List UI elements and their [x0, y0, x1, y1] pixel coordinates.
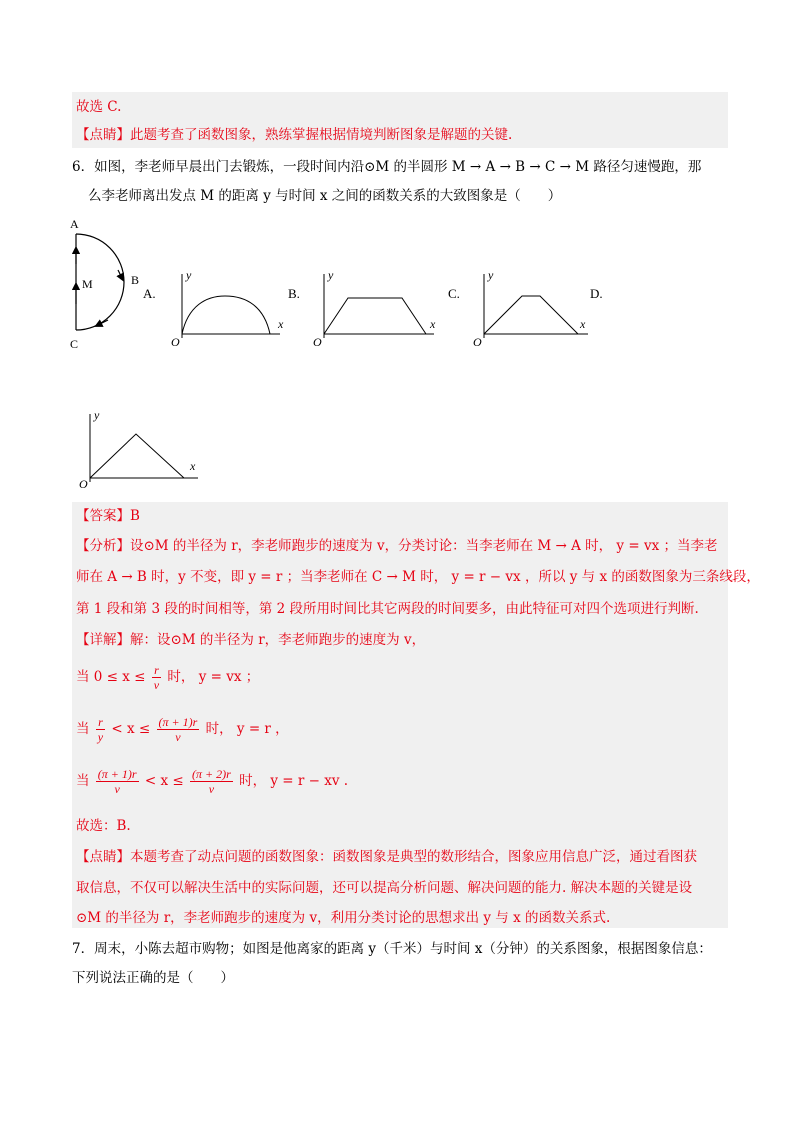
case-2-fraction-1: [96, 715, 105, 744]
detail-text-1: 解：设⊙M 的半径为 r，李老师跑步的速度为 v，: [130, 632, 426, 648]
option-d-graph: [76, 408, 206, 490]
axis-x: x: [430, 317, 436, 331]
case-2-f2-num: (π + 1)r: [158, 715, 198, 729]
axis-y: y: [328, 268, 334, 282]
case-1-post: 时， y = vx ；: [167, 669, 260, 685]
analysis-line-1: [76, 537, 717, 555]
label-M: M: [82, 277, 93, 291]
comment-text: 此题考查了函数图象，熟练掌握根据情境判断图象是解题的关键.: [130, 127, 513, 143]
solution-comment-line-2: 取信息，不仅可以解决生活中的实际问题，还可以提高分析问题、解决问题的能力. 解决本题的关键是设: [76, 880, 693, 896]
option-a-graph: [168, 268, 288, 348]
option-a-label: A.: [143, 286, 156, 301]
case-3-pre: 当: [76, 773, 90, 789]
option-b-label: B.: [288, 286, 300, 301]
solution-comment-line-1: [76, 848, 697, 866]
q6-number: 6．: [72, 159, 95, 175]
option-c-label: C.: [448, 286, 460, 301]
case-3-f1-num: (π + 1)r: [97, 767, 137, 781]
case-1-pre: 当 0 ≤ x ≤: [76, 669, 146, 685]
axis-x: x: [190, 459, 196, 473]
analysis-line-3: 第 1 段和第 3 段的时间相等，第 2 段所用时间比其它两段的时间要多，由此特征可对四个选项进行判断.: [76, 601, 699, 617]
origin: O: [79, 477, 88, 490]
case-2-f1-den: y: [97, 730, 104, 744]
q7-line2: 下列说法正确的是（ ）: [72, 970, 234, 986]
option-d-label: D.: [590, 286, 603, 301]
case-3-fraction-1: [96, 767, 139, 796]
answer-value: B: [130, 508, 140, 524]
case-1-num: r: [152, 663, 161, 678]
axis-y: y: [94, 408, 100, 422]
case-1-fraction: [152, 663, 161, 692]
case-2-f1-num: r: [96, 715, 105, 730]
semicircle-path-figure: [68, 214, 148, 354]
case-1-line: [76, 662, 259, 692]
case-3-fraction-2: [190, 767, 233, 796]
solution-comment-label: 【点睛】: [76, 849, 130, 865]
label-B: B: [131, 273, 140, 287]
case-3-f1-den: v: [114, 782, 120, 796]
analysis-label: 【分析】: [76, 538, 130, 554]
answer-label: 【答案】: [76, 508, 130, 524]
case-2-line: [76, 714, 289, 744]
case-3-f2-den: v: [208, 782, 215, 796]
comment-label: 【点睛】: [76, 127, 130, 143]
origin: O: [313, 335, 322, 348]
q6-text-1: 如图，李老师早晨出门去锻炼，一段时间内沿⊙M 的半圆形 M → A → B → C → M 路径匀速慢跑，那: [94, 159, 702, 175]
solution-comment-line-3: ⊙M 的半径为 r，李老师跑步的速度为 v，利用分类讨论的思想求出 y 与 x 的函数关系式.: [76, 910, 611, 926]
option-b-graph: [310, 268, 440, 348]
prev-comment-line: [76, 126, 512, 144]
label-A: A: [70, 217, 79, 231]
axis-y: y: [186, 268, 192, 282]
q6-line2: 么李老师离出发点 M 的距离 y 与时间 x 之间的函数关系的大致图象是（ ）: [88, 188, 562, 204]
case-3-line: [76, 766, 348, 796]
axis-x: x: [278, 317, 284, 331]
case-2-f2-den: v: [175, 730, 181, 744]
solution-comment-text-1: 本题考查了动点问题的函数图象：函数图象是典型的数形结合，图象应用信息广泛，通过看图获: [130, 849, 697, 865]
detail-label: 【详解】: [76, 632, 130, 648]
q7-line1: 7．周末，小陈去超市购物；如图是他离家的距离 y（千米）与时间 x（分钟）的关系图象，根据图象信息：: [72, 941, 712, 957]
origin: O: [473, 335, 482, 348]
prev-answer-line: 故选 C.: [76, 99, 122, 115]
case-2-fraction-2: [157, 715, 200, 744]
option-c-graph: [470, 268, 594, 348]
case-3-f2-num: (π + 2)r: [192, 767, 231, 781]
case-1-den: v: [153, 678, 160, 692]
answer-line: [76, 507, 140, 525]
case-2-post: 时， y = r ，: [205, 721, 289, 737]
case-2-mid: < x ≤: [111, 721, 151, 737]
case-3-mid: < x ≤: [144, 773, 184, 789]
label-C: C: [70, 337, 79, 351]
detail-line-1: [76, 631, 425, 649]
axis-x: x: [580, 317, 586, 331]
q6-line1: [72, 158, 701, 176]
analysis-text-1: 设⊙M 的半径为 r，李老师跑步的速度为 v，分类讨论：当李老师在 M → A 时， y = vx ；当李老: [130, 538, 718, 554]
analysis-line-2: 师在 A → B 时，y 不变，即 y = r ；当李老师在 C → M 时， y = r − vx ，所以 y 与 x 的函数图象为三条线段，: [76, 569, 760, 585]
axis-y: y: [488, 268, 494, 282]
case-2-pre: 当: [76, 721, 90, 737]
case-3-post: 时， y = r − xv .: [239, 773, 349, 789]
final-answer-line: 故选：B.: [76, 818, 131, 834]
origin: O: [171, 335, 180, 348]
